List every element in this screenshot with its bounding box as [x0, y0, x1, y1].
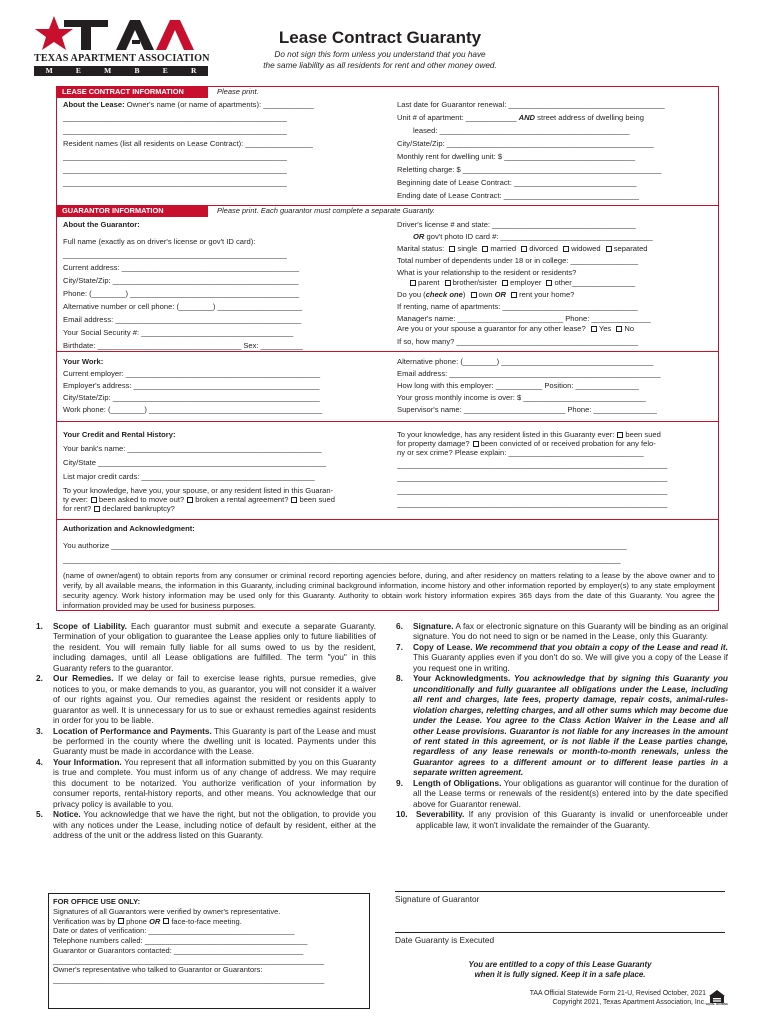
relationship-parent-checkbox[interactable]	[410, 280, 416, 286]
owner-representative-label: Owner's representative who talked to Guarantor or Guarantors:	[53, 965, 263, 975]
monthly-income-field[interactable]: Your gross monthly income is over: $ _____________________________	[397, 393, 646, 402]
logo-association-name: TEXAS APARTMENT ASSOCIATION	[34, 53, 210, 64]
lease-begin-date-field[interactable]: Beginning date of Lease Contract: _____________________________	[397, 178, 637, 187]
owner-name-line-3[interactable]: _____________________________________________________	[63, 126, 287, 135]
equal-housing-icon: EQUAL HOUSING	[708, 989, 726, 1007]
credit-cards-field[interactable]: List major credit cards: _________________________________________	[63, 472, 315, 481]
work-email-field[interactable]: Email address: __________________________________________________	[397, 369, 661, 378]
resident-names-line-4[interactable]: _____________________________________________________	[63, 178, 287, 187]
guarantor-info-note: Please print. Each guarantor must complete a separate Guaranty.	[217, 206, 435, 215]
resident-names-field[interactable]: Resident names (list all residents on Lease Contract): ________________	[63, 139, 313, 148]
authorize-name-line-2[interactable]: ____________________________________________________________________________________________________________________________________	[63, 555, 621, 564]
divider	[57, 519, 718, 520]
lease-contract-info-note: Please print.	[217, 87, 259, 96]
guarantor-signature-label: Signature of Guarantor	[395, 894, 480, 904]
term-length-of-obligations: 9. Length of Obligations. Your obligations as guarantor will continue for the duration of all the Lease terms or renewals of the resident(s) entered into by the date specified above for Guarantor renewal.	[396, 777, 728, 809]
relationship-employer-checkbox[interactable]	[502, 280, 508, 286]
drivers-license-field[interactable]: Driver's license # and state: __________________________________	[397, 220, 636, 229]
divider	[57, 351, 718, 352]
marital-separated-checkbox[interactable]	[606, 246, 612, 252]
leased-address-field[interactable]: leased: _____________________________________________	[413, 126, 630, 135]
relationship-other-checkbox[interactable]	[546, 280, 552, 286]
work-phone-field[interactable]: Work phone: (________) _________________________________________	[63, 405, 323, 414]
relationship-sibling-checkbox[interactable]	[445, 280, 451, 286]
guarantors-contacted-field[interactable]: Guarantor or Guarantors contacted: _______________________________	[53, 945, 304, 955]
manager-name-phone-field[interactable]: Manager's name: _________________________ Phone: ______________	[397, 314, 651, 323]
authorization-text: (name of owner/agent) to obtain reports from any consumer or criminal record reporting agencies before, during, and after residency on matters relating to a lease by the above owner and to verify, by all available means, the information in this Guaranty, including criminal background information, income history and other information reported by employer(s) to any state employment security agency. Work history information may be used only for this Guaranty. Authority to obtain work history information expires 365 days from the date of this Guaranty. You agree the information provided may be used for business purposes.	[63, 571, 715, 610]
employment-length-field[interactable]: How long with this employer: ___________ Position: _______________	[397, 381, 639, 390]
term-severability: 10. Severability. If any provision of this Guaranty is invalid or unenforceable under applicable law, it won't invalidate the remainder of the Guaranty.	[396, 809, 728, 830]
renting-apartments-field[interactable]: If renting, name of apartments: ________________________________	[397, 302, 638, 311]
explain-line-2[interactable]: ________________________________________________________________	[397, 460, 668, 469]
resident-history-question: To your knowledge, has any resident listed in this Guaranty ever: been sued	[397, 430, 661, 439]
resident-names-line-2[interactable]: _____________________________________________________	[63, 152, 287, 161]
verified-in-person-checkbox[interactable]	[163, 918, 169, 924]
authorize-name-field[interactable]: You authorize __________________________________________________________________________________________________________________________	[63, 541, 627, 550]
alternative-phone-field[interactable]: Alternative number or cell phone: (________) ____________________	[63, 302, 302, 311]
marital-married-checkbox[interactable]	[482, 246, 488, 252]
term-acknowledgments: 8. Your Acknowledgments. You acknowledge that by signing this Guaranty you unconditionally and fully guarantee all obligations under the Lease, including all rent and charges, late fees, property damage, repair costs, animal-rules-violation charges, reletting charges, and all other sums which may become due under the Lease. You agree to the Class Action Waiver in the Lease and all other Lease provisions. Guarantor is not liable for any increases in the amount of rent stated in this agreement, or is not liable if the Lease parties change, regardless of any lease renewals or month-to-month renewals, unless the Guarantor agrees to a different amount or to different lease parties in a separate written agreement.	[396, 673, 728, 778]
copy-entitlement-note: You are entitled to a copy of this Lease Guaranty when it is fully signed. Keep it in a safe place.	[468, 960, 652, 980]
authorization-heading: Authorization and Acknowledgment:	[63, 524, 195, 533]
ssn-field[interactable]: Your Social Security #: ____________________________________	[63, 328, 294, 337]
office-use-heading: FOR OFFICE USE ONLY:	[53, 897, 141, 906]
guarantor-info-tab: GUARANTOR INFORMATION	[56, 205, 208, 217]
date-executed-line[interactable]	[395, 932, 725, 933]
resident-names-line-3[interactable]: _____________________________________________________	[63, 165, 287, 174]
broken-agreement-checkbox[interactable]	[187, 497, 193, 503]
term-location: 3. Location of Performance and Payments. This Guaranty is part of the Lease and must be performed in the county where the dwelling unit is located. Payments under this Guaranty must be made in accordance with the Lease.	[36, 725, 376, 757]
work-alt-phone-field[interactable]: Alternative phone: (________) ____________________________________	[397, 357, 654, 366]
owner-name-line-2[interactable]: _____________________________________________________	[63, 113, 287, 122]
spouse-yes-checkbox[interactable]	[591, 326, 597, 332]
phone-field[interactable]: Phone: (________) ________________________________________	[63, 289, 300, 298]
marital-divorced-checkbox[interactable]	[521, 246, 527, 252]
guarantors-contacted-line-2[interactable]: _________________________________________________________________	[53, 955, 325, 965]
logo-member-bar: M E M B E R	[34, 66, 208, 76]
bank-city-state-field[interactable]: City/State ______________________________________________________	[63, 458, 327, 467]
about-guarantor-heading: About the Guarantor:	[63, 220, 140, 229]
full-name-field[interactable]: _____________________________________________________	[63, 250, 287, 259]
lease-end-date-field[interactable]: Ending date of Lease Contract: ________________________________	[397, 191, 639, 200]
email-field[interactable]: Email address: ____________________________________________	[63, 315, 302, 324]
phone-numbers-called-field[interactable]: Telephone numbers called: _______________________________________	[53, 936, 308, 945]
unit-number-field[interactable]: Unit # of apartment: ____________ AND street address of dwelling being	[397, 113, 644, 122]
page-title: Lease Contract Guaranty	[278, 28, 482, 47]
lease-city-state-zip-field[interactable]: City/State/Zip: _________________________________________________	[397, 139, 654, 148]
divider	[57, 421, 718, 422]
rental-history-options-2: for rent? declared bankruptcy?	[63, 504, 175, 513]
own-or-rent-group: Do you (check one) own OR rent your home?	[397, 290, 575, 299]
relationship-question: What is your relationship to the resident or residents?	[397, 268, 577, 277]
supervisor-field[interactable]: Supervisor's name: ________________________ Phone: _______________	[397, 405, 657, 414]
marital-single-checkbox[interactable]	[449, 246, 455, 252]
guaranty-form-frame	[56, 86, 719, 611]
form-revision-info: TAA Official Statewide Form 21-U, Revised October, 2021 Copyright 2021, Texas Apartment Association, Inc.	[529, 990, 706, 1006]
been-sued-checkbox[interactable]	[291, 497, 297, 503]
gov-id-field[interactable]: OR gov't photo ID card #: ____________________________________	[413, 232, 653, 241]
term-your-information: 4. Your Information. You represent that all information submitted by you on this Guaranty is true and complete. You must inform us of any change of address. We may require this document to be notarized. You authorize verification of your information by consumer reports, rental-history reports, and other means. You acknowledge that our privacy policy is available to you.	[36, 756, 376, 809]
explain-line-3[interactable]: ________________________________________________________________	[397, 473, 668, 482]
employer-address-field[interactable]: Employer's address: ____________________________________________	[63, 381, 320, 390]
dependents-field[interactable]: Total number of dependents under 18 or in college: ________________	[397, 256, 639, 265]
terms-right-column	[396, 621, 728, 830]
verified-phone-checkbox[interactable]	[118, 918, 124, 924]
taa-logo	[32, 14, 210, 78]
lease-contract-info-tab: LEASE CONTRACT INFORMATION	[56, 86, 208, 98]
guarantor-signature-line[interactable]	[395, 891, 725, 892]
guarantor-city-state-zip-field[interactable]: City/State/Zip: ____________________________________________	[63, 276, 299, 285]
term-signature: 6. Signature. A fax or electronic signature on this Guaranty will be binding as an original signature. You do not need to sign or be named in the Lease, only this Guaranty.	[396, 621, 728, 642]
your-work-heading: Your Work:	[63, 357, 104, 366]
marital-widowed-checkbox[interactable]	[563, 246, 569, 252]
term-our-remedies: 2. Our Remedies. If we delay or fail to exercise lease rights, pursue remedies, give notices to you, or make demands to you, as guarantor, you will not consider it a waiver of our rights against you. Our remedies against the resident or residents apply to guarantor as well. It is unnecessary for us to sue or exhaust remedies against residents in order for you to be liable.	[36, 673, 376, 726]
full-name-label: Full name (exactly as on driver's license or gov't ID card):	[63, 237, 256, 246]
owner-name-field[interactable]: About the Lease: Owner's name (or name of apartments): ____________	[63, 100, 314, 109]
office-use-box	[48, 893, 370, 1009]
verification-method: Verification was by phone OR face-to-face meeting.	[53, 916, 242, 926]
how-many-field[interactable]: If so, how many? ___________________________________________	[397, 337, 639, 346]
date-executed-label: Date Guaranty is Executed	[395, 935, 495, 945]
rental-history-question: To your knowledge, have you, your spouse, or any resident listed in this Guaran-	[63, 486, 334, 495]
office-verified-text: Signatures of all Guarantors were verified by owner's representative.	[53, 906, 281, 916]
current-address-field[interactable]: Current address: __________________________________________	[63, 263, 300, 272]
relationship-options: parent brother/sister employer other_______________	[407, 278, 713, 288]
spouse-guarantor-question: Are you or your spouse a guarantor for any other lease? Yes No	[397, 324, 635, 333]
owner-representative-field[interactable]: _________________________________________________________________	[53, 975, 325, 984]
spouse-no-checkbox[interactable]	[616, 326, 622, 332]
asked-to-move-out-checkbox[interactable]	[91, 497, 97, 503]
resident-sued-checkbox[interactable]	[617, 432, 623, 438]
page-subtitle: Do not sign this form unless you understand that you have the same liability as all residents for rent and other money owed.	[263, 50, 497, 70]
current-employer-field[interactable]: Current employer: ______________________________________________	[63, 369, 321, 378]
birthdate-sex-field[interactable]: Birthdate: __________________________________ Sex: __________	[63, 341, 303, 350]
guarantor-renewal-date-field[interactable]: Last date for Guarantor renewal: _____________________________________	[397, 100, 665, 109]
verification-dates-field[interactable]: Date or dates of verification: ___________________________________	[53, 926, 295, 936]
term-copy-of-lease: 7. Copy of Lease. We recommend that you obtain a copy of the Lease and read it. This Guaranty applies even if you don't do so. We will give you a copy of the Lease if you request one in writing.	[396, 641, 728, 673]
term-scope-of-liability: 1. Scope of Liability. Each guarantor must submit and execute a separate Guaranty. Termination of your obligation to guarantee the Lease applies only to future liabilities of the resident. You will remain fully liable for all sums owed to us by the resident, including damages, until all Lease obligations are fulfilled. The term "you" in this Guaranty refers to the guarantor.	[36, 621, 376, 673]
rent-home-checkbox[interactable]	[511, 292, 517, 298]
resident-convicted-checkbox[interactable]	[473, 441, 479, 447]
marital-status-group: Marital status: single married divorced widowed separated	[397, 244, 648, 253]
resident-history-line-2: for property damage? been convicted of or received probation for any felo-	[397, 439, 656, 448]
bank-name-field[interactable]: Your bank's name: ______________________________________________	[63, 444, 322, 453]
own-home-checkbox[interactable]	[471, 292, 477, 298]
monthly-rent-field[interactable]: Monthly rent for dwelling unit: $ _______________________________	[397, 152, 636, 161]
bankruptcy-checkbox[interactable]	[94, 506, 100, 512]
term-notice: 5. Notice. You acknowledge that we have the right, but not the obligation, to provide you with any notices under the Lease, including notice of default by resident, either at the address of the unit or the address listed on this Guaranty.	[36, 809, 376, 841]
explain-line-5[interactable]: ________________________________________________________________	[397, 499, 668, 508]
employer-city-field[interactable]: City/State/Zip: _________________________________________________	[63, 393, 320, 402]
explain-line-4[interactable]: ________________________________________________________________	[397, 486, 668, 495]
terms-left-column	[36, 621, 376, 841]
reletting-charge-field[interactable]: Reletting charge: $ _______________________________________________	[397, 165, 662, 174]
rental-history-options-1: ty ever: been asked to move out? broken a rental agreement? been sued	[63, 495, 335, 504]
explain-field[interactable]: ny or sex crime? Please explain: ________________________________	[397, 448, 644, 457]
credit-history-heading: Your Credit and Rental History:	[63, 430, 176, 439]
